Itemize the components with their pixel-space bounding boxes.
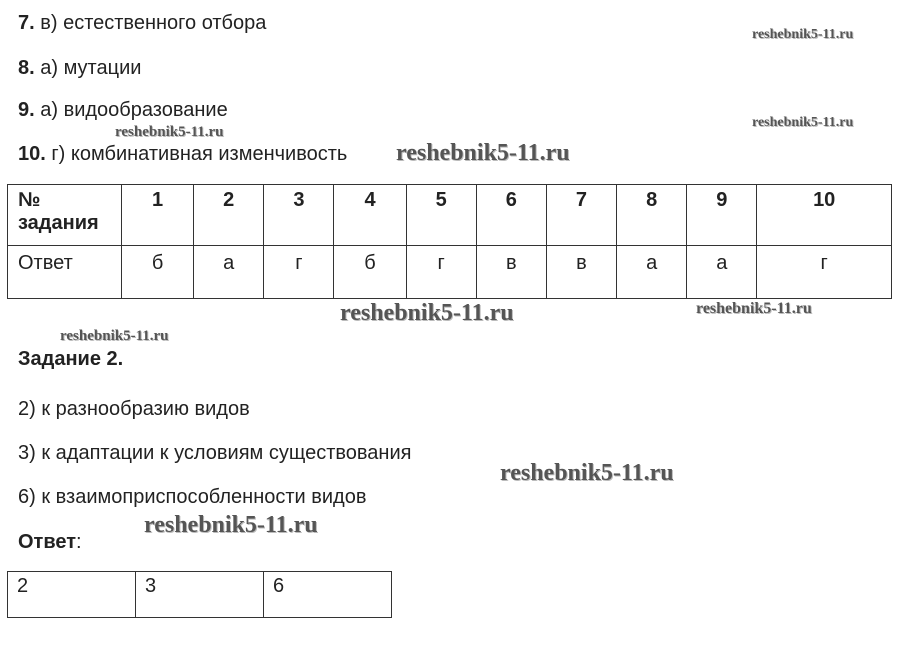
answer-cell: г [264,246,334,299]
number-cell: 6 [476,185,546,246]
answer-number: 8. [18,57,35,79]
header-label-cell: № задания [8,185,122,246]
answer-label-colon: : [76,531,82,553]
answer-cell: б [122,246,194,299]
answer-label-text: Ответ [18,531,77,553]
answer-text: в) естественного отбора [34,12,267,34]
answer-cell: 2 [8,572,136,618]
watermark: reshebnik5-11.ru [696,300,812,317]
task2-item: 3) к адаптации к условиям существования [18,442,412,464]
answer-cell: г [406,246,476,299]
answer-line-8 [18,56,141,80]
answer-cell: в [476,246,546,299]
watermark: reshebnik5-11.ru [115,124,224,140]
answer-line-10 [18,142,347,166]
watermark: reshebnik5-11.ru [396,140,570,166]
number-cell: 7 [546,185,616,246]
answer-cell: 3 [136,572,264,618]
answers-table [7,184,892,299]
answer-number: 9. [18,99,35,121]
task2-answer-table [7,571,392,618]
number-cell: 8 [617,185,687,246]
task2-item: 6) к взаимоприспособленности видов [18,486,367,508]
table-row-numbers [8,185,892,246]
answer-cell: а [687,246,757,299]
answer-line-9 [18,98,228,122]
answer-cell: а [617,246,687,299]
number-cell: 1 [122,185,194,246]
watermark: reshebnik5-11.ru [144,512,318,538]
watermark: reshebnik5-11.ru [752,27,854,42]
table-row [8,572,392,618]
answer-cell: а [194,246,264,299]
number-cell: 2 [194,185,264,246]
answer-cell: б [334,246,406,299]
answer-line-7 [18,11,266,35]
answer-cell: в [546,246,616,299]
table-row-answers [8,246,892,299]
task2-title [18,347,123,371]
watermark: reshebnik5-11.ru [60,328,169,344]
answer-cell: г [757,246,892,299]
answer-number: 7. [18,12,35,34]
number-cell: 3 [264,185,334,246]
answer-label-cell: Ответ [8,246,122,299]
answer-text: г) комбинативная изменчивость [45,143,348,165]
watermark: reshebnik5-11.ru [752,115,854,130]
number-cell: 4 [334,185,406,246]
number-cell: 10 [757,185,892,246]
answer-number: 10. [18,143,46,165]
watermark: reshebnik5-11.ru [500,460,674,486]
number-cell: 9 [687,185,757,246]
answer-text: а) мутации [34,57,142,79]
task2-title-text: Задание 2. [18,348,124,370]
answer-text: а) видообразование [34,99,228,121]
task2-answer-label [18,530,82,554]
answer-cell: 6 [264,572,392,618]
watermark: reshebnik5-11.ru [340,300,514,326]
task2-item: 2) к разнообразию видов [18,398,250,420]
number-cell: 5 [406,185,476,246]
